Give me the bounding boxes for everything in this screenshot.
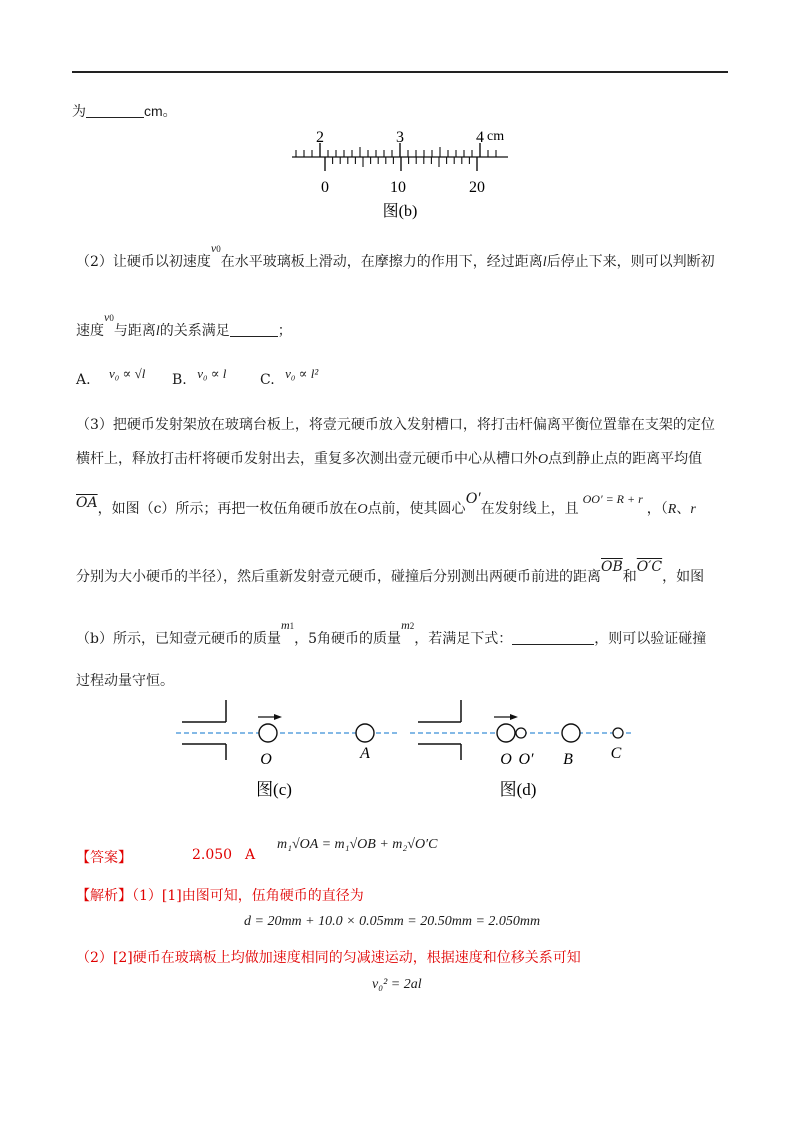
- q3-and: 和: [622, 569, 637, 585]
- analysis-p1: （1）[1]由图可知，伍角硬币的直径为: [132, 888, 364, 904]
- R-symbol: R: [667, 502, 677, 517]
- option-c-expr: v₀ ∝ l²: [285, 366, 319, 381]
- q2-text-d: 速度: [76, 323, 104, 339]
- label-O-c: O: [260, 751, 272, 768]
- q2-text-end: ；: [277, 323, 292, 339]
- O-symbol: O: [538, 452, 549, 467]
- q1-end: 。: [162, 104, 177, 120]
- q3-text-3b: 点前，使其圆心: [367, 501, 466, 517]
- main-scale-label-4: 4: [476, 129, 484, 146]
- q3-text-5d: ，则可以验证碰撞: [594, 631, 707, 647]
- q1-unit: cm: [144, 103, 163, 119]
- label-C: C: [610, 745, 622, 762]
- header-rule: [72, 71, 728, 73]
- OO-eq: OO′ = R + r: [582, 492, 643, 506]
- q2-text-e: 与距离: [113, 323, 156, 339]
- option-b-label: B.: [172, 372, 187, 388]
- q3-line4: [76, 559, 705, 586]
- coin-at-A: [356, 724, 374, 742]
- figure-d: [408, 698, 638, 808]
- velocity-arrowhead-d: [510, 714, 518, 720]
- main-scale-unit: cm: [487, 129, 505, 144]
- q3-text-3e: 、: [676, 501, 691, 517]
- velocity-arrowhead-c: [274, 714, 282, 720]
- figure-b-caption: 图(b): [382, 203, 418, 220]
- OA-symbol: $\overline{OA}$: [76, 495, 98, 511]
- vernier-label-0: 0: [321, 179, 329, 196]
- label-Oprime-d: O′: [518, 751, 534, 768]
- analysis-p2: （2）[2]硬币在玻璃板上均做加速度相同的匀减速运动，根据速度和位移关系可知: [76, 950, 581, 966]
- coin-at-B: [562, 724, 580, 742]
- analysis-eq2: v₀² = 2al: [372, 977, 422, 992]
- answer-value-3: m₁√OA = m₁√OB + m₂√O′C: [277, 837, 438, 852]
- answer-tag: 【答案】: [76, 850, 132, 866]
- q3-line1: （3）把硬币发射架放在玻璃台板上，将壹元硬币放入发射槽口，将打击杆偏离平衡位置靠在支架的定位: [76, 417, 715, 433]
- q1-prefix: 为: [72, 104, 86, 120]
- q3-blank: [512, 630, 594, 645]
- q3-line6: 过程动量守恒。: [76, 673, 174, 689]
- coin-at-C: [613, 728, 623, 738]
- m1-symbol: m1: [280, 618, 295, 632]
- analysis-line1: [76, 885, 364, 905]
- label-O-d: O: [500, 751, 512, 768]
- v0-symbol-2: v0: [104, 310, 114, 324]
- q2-option-a: [76, 366, 146, 388]
- q3-text-4a: 分别为大小硬币的半径），然后重新发射壹元硬币，碰撞后分别测出两硬币前进的距离: [76, 569, 601, 585]
- q3-line2: [76, 448, 702, 468]
- l-symbol-2: l: [155, 324, 160, 339]
- O-symbol-2: O: [357, 502, 368, 517]
- Oprime-symbol: O′: [465, 490, 481, 507]
- figure-c: [170, 698, 400, 808]
- figure-c-caption: 图(c): [256, 780, 292, 799]
- q2-blank: [230, 322, 278, 337]
- q3-text-4b: ，如图: [662, 569, 705, 585]
- option-c-label: C.: [260, 372, 275, 388]
- q2-line2: [76, 310, 292, 340]
- q3-text-5b: ，5角硬币的质量: [294, 631, 402, 647]
- answer-value-2: A: [245, 847, 256, 863]
- answer-value-1: 2.050: [192, 847, 233, 863]
- m2-symbol: m2: [401, 618, 415, 632]
- q3-text-5c: ，若满足下式：: [414, 631, 513, 647]
- q2-line1: [76, 241, 715, 271]
- main-scale-label-3: 3: [396, 129, 404, 146]
- q1-tail: [72, 101, 177, 121]
- q3-line3: [76, 490, 696, 518]
- figure-b-vernier: [280, 124, 520, 224]
- vernier-label-10: 10: [390, 179, 406, 196]
- option-b-expr: v₀ ∝ l: [197, 366, 227, 381]
- q3-text-2b: 点到静止点的距离平均值: [548, 451, 703, 467]
- coin-large-d: [497, 724, 515, 742]
- q3-text-3c: 在发射线上，且: [480, 501, 579, 517]
- q1-blank: [86, 103, 144, 118]
- q3-line5: [76, 618, 707, 648]
- q2-option-b: [172, 366, 227, 388]
- q3-text-3d: ，（: [646, 501, 668, 517]
- main-scale-label-2: 2: [316, 129, 324, 146]
- analysis-tag: 【解析】: [76, 888, 132, 904]
- r-symbol: r: [690, 502, 696, 517]
- coin-small-d: [516, 728, 526, 738]
- q2-text-c: 后停止下来，则可以判断初: [546, 254, 715, 270]
- q2-text-f: 的关系满足: [159, 323, 230, 339]
- q3-text-5a: （b）所示，已知壹元硬币的质量: [76, 631, 281, 647]
- v0-symbol: v0: [210, 241, 221, 255]
- option-a-label: A.: [76, 372, 91, 388]
- option-a-expr: v₀ ∝ √l: [109, 366, 146, 381]
- analysis-eq1: d = 20mm + 10.0 × 0.05mm = 20.50mm = 2.050mm: [244, 914, 541, 929]
- vernier-label-20: 20: [469, 179, 485, 196]
- q3-text-3a: ，如图（c）所示；再把一枚伍角硬币放在: [97, 501, 358, 517]
- figure-d-caption: 图(d): [499, 780, 537, 799]
- q3-text-2a: 横杆上，释放打击杆将硬币发射出去，重复多次测出壹元硬币中心从槽口外: [76, 451, 538, 467]
- q2-text-b: 在水平玻璃板上滑动，在摩擦力的作用下，经过距离: [220, 254, 543, 270]
- OC-symbol: O′C: [636, 559, 663, 575]
- label-B: B: [563, 751, 573, 768]
- label-A: A: [360, 745, 370, 762]
- l-symbol: l: [542, 255, 547, 270]
- OB-symbol: $\overline{OB}$: [601, 559, 623, 575]
- coin-large-c: [259, 724, 277, 742]
- q2-option-c: [260, 366, 319, 388]
- q2-text-a: （2）让硬币以初速度: [76, 254, 211, 270]
